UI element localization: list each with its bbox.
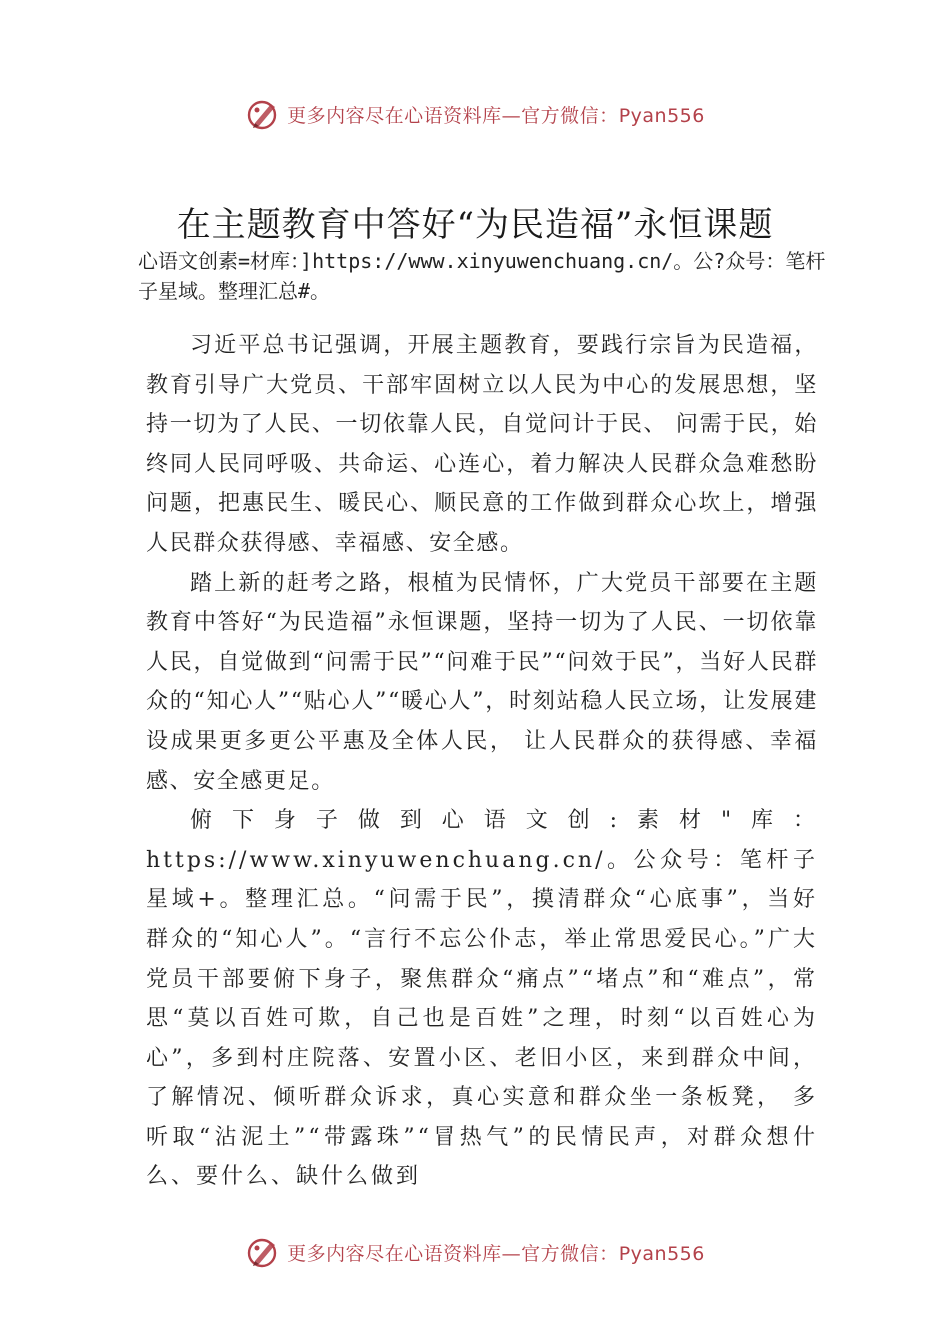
banner-dash: — xyxy=(501,104,522,127)
banner-dash: — xyxy=(501,1242,522,1265)
footer-banner xyxy=(0,1232,950,1272)
header-banner xyxy=(0,94,950,134)
banner-text xyxy=(287,1239,705,1266)
paragraph-3: 俯下身子做到心语文创:素材"库：https://www.xinyuwenchuang.cn/。公众号：笔杆子星域+。整理汇总。“问需于民”，摸清群众“心底事”，当好群众的“知心人”。“言行不忘公仆志，举止常思爱民心。”广大党员干部要俯下身子，聚焦群众“痛点”“堵点”和“难点”，常思“莫以百姓可欺，自己也是百姓”之理，时刻“以百姓心为心”，多到村庄院落、安置小区、老旧小区，来到群众中间，了解情况、倾听群众诉求，真心实意和群众坐一条板凳， 多听取“沾泥土”“带露珠”“冒热气”的民情民声，对群众想什么、要什么、缺什么做到 xyxy=(146,808,818,1190)
document-title: 在主题教育中答好“为民造福”永恒课题 xyxy=(176,205,774,245)
banner-wechat-handle: Pyan556 xyxy=(618,104,705,127)
banner-main-text: 更多内容尽在心语资料库 xyxy=(287,1242,502,1265)
banner-main-text: 更多内容尽在心语资料库 xyxy=(287,104,502,127)
document-body xyxy=(146,326,818,1197)
paragraph-2: 踏上新的赶考之路，根植为民情怀，广大党员干部要在主题教育中答好“为民造福”永恒课题，坚持一切为了人民、一切依靠人民，自觉做到“问需于民”“问难于民”“问效于民”，当好人民群众的“知心人”“贴心人”“暖心人”，时刻站稳人民立场，让发展建设成果更多更公平惠及全体人民， 让人民群众的获得感、幸福感、安全感更足。 xyxy=(146,570,818,794)
banner-wechat-handle: Pyan556 xyxy=(618,1242,705,1265)
banner-wechat-label: 官方微信： xyxy=(521,104,619,127)
source-line: 心语文创素=材库：]https://www.xinyuwenchuang.cn/。公?众号：笔杆子星域。整理汇总#。 xyxy=(138,249,826,303)
banner-text xyxy=(287,101,705,128)
paragraph-1: 习近平总书记强调，开展主题教育，要践行宗旨为民造福，教育引导广大党员、干部牢固树立以人民为中心的发展思想，坚持一切为了人民、一切依靠人民，自觉问计于民、 问需于民，始终同人民同呼吸、共命运、心连心，着力解决人民群众急难愁盼问题，把惠民生、暖民心、顺民意的工作做到群众心坎上，增强人民群众获得感、幸福感、安全感。 xyxy=(146,333,818,556)
banner-wechat-label: 官方微信： xyxy=(521,1242,619,1265)
pen-logo-icon xyxy=(245,1234,281,1270)
pen-logo-icon xyxy=(245,96,281,132)
